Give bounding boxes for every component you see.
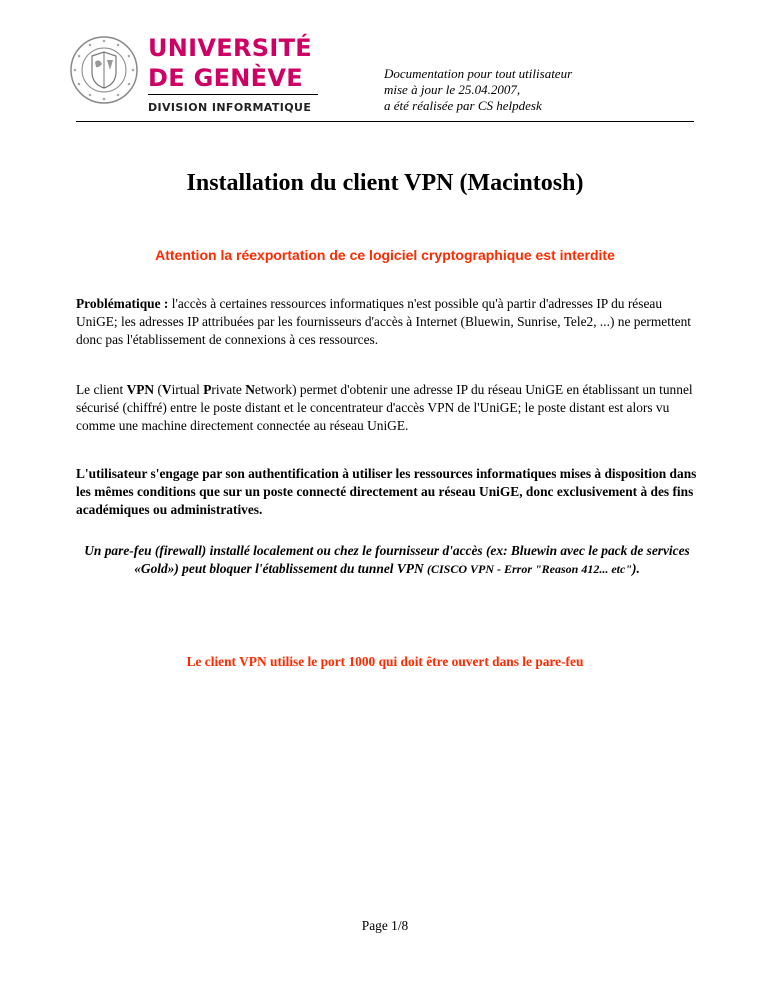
problem-text: l'accès à certaines ressources informatiques n'est possible qu'à partir d'adresses IP du réseau UniGE; les adresses IP attribuées par les fournisseurs d'accès à Internet (Bluewin, Sunrise, Tele2, ...) ne permettent donc pas l'établissement de connexions à ces ressources. [76, 296, 692, 347]
problem-paragraph [76, 295, 698, 349]
university-name-line1: UNIVERSITÉ [148, 34, 312, 62]
header-divider [76, 121, 694, 122]
vpn-term: VPN [126, 382, 155, 397]
vpn-intro-text: Le client [76, 382, 127, 397]
university-logo [68, 34, 318, 118]
meta-line-audience: Documentation pour tout utilisateur [384, 66, 573, 81]
division-name: DIVISION INFORMATIQUE [148, 101, 312, 114]
page-title: Installation du client VPN (Macintosh) [186, 170, 584, 196]
page-number: Page 1/8 [361, 918, 409, 933]
university-name-line2: DE GENÈVE [148, 64, 303, 92]
user-commitment-paragraph: L'utilisateur s'engage par son authentification à utiliser les ressources informatiques mises à disposition dans les mêmes conditions que sur un poste connecté directement au réseau UniGE, donc exclusivement à des fins académiques ou administratives. [76, 466, 697, 517]
firewall-note-end: ). [631, 561, 640, 576]
university-seal-icon [68, 34, 140, 106]
vpn-intro-paragraph [76, 381, 698, 435]
export-warning: Attention la réexportation de ce logiciel cryptographique est interdite [155, 247, 615, 263]
problem-label: Problématique : [76, 296, 169, 311]
vpn-letter-p: P [203, 382, 212, 397]
firewall-note-text: Un pare-feu (firewall) installé localement ou chez le fournisseur d'accès (ex: Bluewin avec le pack de services «Gold») peut bloquer l'établissement du tunnel VPN [84, 543, 690, 576]
vpn-intro-text: etwork) permet d'obtenir une adresse IP du réseau UniGE en établissant un tunnel sécurisé (chiffré) entre le poste distant et le concentrateur d'accès VPN de l'UniGE; le poste distant est alors vu comme une machine directement connectée au réseau UniGE. [76, 382, 693, 433]
port-requirement-note: Le client VPN utilise le port 1000 qui doit être ouvert dans le pare-feu [186, 654, 584, 669]
vpn-intro-text: rivate [211, 382, 246, 397]
vpn-letter-n: N [245, 382, 255, 397]
document-meta [384, 66, 704, 114]
firewall-error-reference: (CISCO VPN - Error "Reason 412... etc" [426, 562, 632, 576]
firewall-note [76, 542, 698, 578]
vpn-intro-text: irtual [171, 382, 204, 397]
vpn-intro-text: ( [154, 382, 162, 397]
meta-line-author: a été réalisée par CS helpdesk [384, 98, 542, 113]
meta-line-updated: mise à jour le 25.04.2007, [384, 82, 521, 97]
logo-divider [148, 94, 318, 95]
vpn-letter-v: V [161, 382, 172, 397]
